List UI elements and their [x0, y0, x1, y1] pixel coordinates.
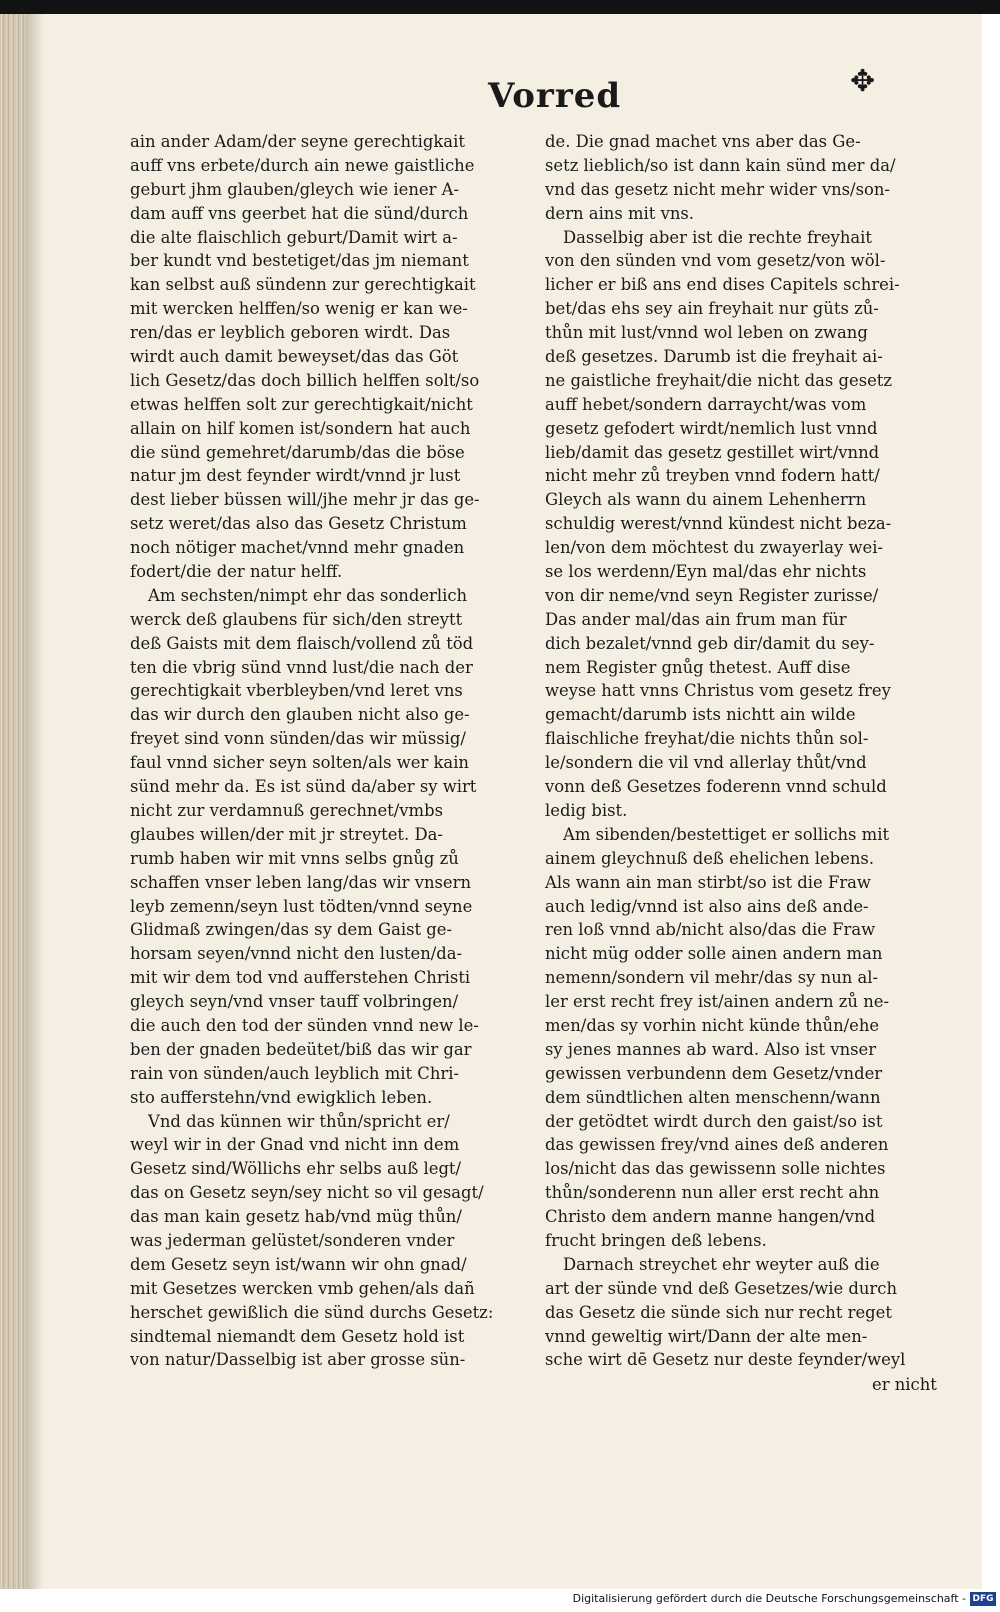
- text-line: vnnd geweltig wirt/Dann der alte men-: [545, 1326, 868, 1346]
- text-line: le/sondern die vil vnd allerlay thůt/vnd: [545, 753, 867, 773]
- text-line: dem sündtlichen alten menschenn/wann: [545, 1087, 881, 1107]
- text-line: licher er biß ans end dises Capitels schrei-: [545, 275, 900, 295]
- text-line: auch ledig/vnnd ist also ains deß ande-: [545, 896, 869, 916]
- book-page: [0, 14, 982, 1589]
- text-line: dich bezalet/vnnd geb dir/damit du sey-: [545, 633, 875, 653]
- text-line: das man kain gesetz hab/vnd müg thůn/: [130, 1207, 462, 1227]
- text-line: gleych seyn/vnd vnser tauff volbringen/: [130, 992, 459, 1012]
- text-line: nicht müg odder solle ainen andern man: [545, 944, 883, 964]
- text-line: nicht mehr zů treyben vnnd fodern hatt/: [545, 466, 880, 486]
- text-line: gemacht/darumb ists nichtt ain wilde: [545, 705, 856, 725]
- text-line: ain ander Adam/der seyne gerechtigkait: [130, 132, 465, 151]
- text-line: flaischliche freyhat/die nichts thůn sol-: [545, 729, 869, 749]
- text-line: etwas helffen solt zur gerechtigkait/nicht: [130, 394, 473, 414]
- text-line: von dir neme/vnd seyn Register zurisse/: [545, 585, 879, 605]
- text-line: len/von dem möchtest du zwayerlay wei-: [545, 538, 883, 558]
- text-line: noch nötiger machet/vnnd mehr gnaden: [130, 538, 465, 558]
- text-line: lich Gesetz/das doch billich helffen solt/so: [130, 370, 480, 390]
- funding-note: Digitalisierung gefördert durch die Deutsche Forschungsgemeinschaft -: [572, 1592, 966, 1605]
- text-line: ne gaistliche freyhait/die nicht das gesetz: [545, 370, 893, 390]
- text-line: von den sünden vnd vom gesetz/von wöl-: [545, 251, 886, 271]
- text-line: schaffen vnser leben lang/das wir vnsern: [130, 872, 472, 892]
- text-line: Glidmaß zwingen/das sy dem Gaist ge-: [130, 920, 453, 940]
- text-line: ben der gnaden bedeütet/biß das wir gar: [130, 1039, 472, 1059]
- text-line: die sünd gemehret/darumb/das die böse: [130, 442, 465, 462]
- text-line: faul vnnd sicher seyn solten/als wer kain: [130, 753, 469, 773]
- text-line: Christo dem andern manne hangen/vnd: [545, 1207, 876, 1227]
- text-line: rain von sünden/auch leyblich mit Chri-: [130, 1063, 459, 1083]
- catchword: er nicht: [872, 1375, 937, 1394]
- text-line: sindtemal niemandt dem Gesetz hold ist: [130, 1326, 465, 1346]
- text-line: glaubes willen/der mit jr streytet. Da-: [130, 824, 443, 844]
- text-line: gewissen verbundenn dem Gesetz/vnder: [545, 1063, 883, 1083]
- digitization-footer: [0, 1589, 1000, 1612]
- text-line: die alte flaischlich geburt/Damit wirt a-: [130, 227, 458, 247]
- text-line: auff hebet/sondern darraycht/was vom: [545, 394, 867, 414]
- text-line: Das ander mal/das ain frum man für: [545, 609, 847, 629]
- text-line: gerechtigkait vberbleyben/vnd leret vns: [130, 681, 463, 701]
- text-line: dest lieber büssen will/jhe mehr jr das ge-: [130, 490, 480, 510]
- text-line: das on Gesetz seyn/sey nicht so vil gesagt/: [130, 1183, 484, 1203]
- text-line: allain on hilf komen ist/sondern hat auch: [130, 418, 471, 438]
- text-line: vonn deß Gesetzes foderenn vnnd schuld: [545, 777, 887, 797]
- text-line: frucht bringen deß lebens.: [545, 1230, 767, 1250]
- text-line: nem Register gnůg thetest. Auff dise: [545, 657, 851, 677]
- text-line: Dasselbig aber ist die rechte freyhait: [563, 227, 873, 247]
- text-line: setz weret/das also das Gesetz Christum: [130, 514, 467, 534]
- text-line: se los werdenn/Eyn mal/das ehr nichts: [545, 562, 867, 582]
- text-line: dem Gesetz seyn ist/wann wir ohn gnad/: [130, 1254, 467, 1274]
- text-line: sche wirt dē Gesetz nur deste feynder/weyl: [545, 1350, 906, 1370]
- text-line: von natur/Dasselbig ist aber grosse sün-: [130, 1350, 466, 1370]
- text-line: werck deß glaubens für sich/den streytt: [130, 609, 463, 629]
- text-column-right: [545, 130, 940, 1372]
- dfg-logo: DFG: [970, 1592, 996, 1606]
- running-header: Vorred: [488, 76, 622, 116]
- text-line: thůn mit lust/vnnd wol leben on zwang: [545, 323, 868, 343]
- text-line: nemenn/sondern vil mehr/das sy nun al-: [545, 968, 879, 988]
- text-line: das Gesetz die sünde sich nur recht reget: [545, 1302, 892, 1322]
- text-line: das wir durch den glauben nicht also ge-: [130, 705, 470, 725]
- text-line: Am sibenden/bestettiget er sollichs mit: [563, 824, 890, 844]
- text-line: dern ains mit vns.: [545, 203, 695, 223]
- text-line: geburt jhm glauben/gleych wie iener A-: [130, 179, 460, 199]
- scanner-top-band: [0, 0, 1000, 14]
- text-line: das gewissen frey/vnd aines deß anderen: [545, 1135, 889, 1155]
- text-line: wirdt auch damit beweyset/das das Göt: [130, 347, 459, 367]
- text-line: Darnach streychet ehr weyter auß die: [563, 1254, 880, 1274]
- text-line: ainem gleychnuß deß ehelichen lebens.: [545, 848, 875, 868]
- text-line: ren loß vnnd ab/nicht also/das die Fraw: [545, 920, 876, 940]
- text-line: schuldig werest/vnnd kündest nicht beza-: [545, 514, 892, 534]
- text-line: gesetz gefodert wirdt/nemlich lust vnnd: [545, 418, 878, 438]
- text-line: sto aufferstehn/vnd ewigklich leben.: [130, 1087, 433, 1107]
- text-line: ledig bist.: [545, 800, 628, 820]
- text-line: nicht zur verdamnuß gerechnet/vmbs: [130, 800, 443, 820]
- text-line: men/das sy vorhin nicht künde thůn/ehe: [545, 1015, 880, 1035]
- text-line: ler erst recht frey ist/ainen andern zů ne-: [545, 992, 889, 1012]
- text-line: leyb zemenn/seyn lust tödten/vnnd seyne: [130, 896, 473, 916]
- text-line: der getödtet wirdt durch den gaist/so ist: [545, 1111, 883, 1131]
- page-stack-edge: [0, 14, 26, 1589]
- text-line: bet/das ehs sey ain freyhait nur güts zů-: [545, 299, 879, 319]
- text-line: die auch den tod der sünden vnnd new le-: [130, 1015, 479, 1035]
- text-column-left: [130, 130, 530, 1372]
- text-line: auff vns erbete/durch ain newe gaistliche: [130, 155, 475, 175]
- text-line: horsam seyen/vnnd nicht den lusten/da-: [130, 944, 463, 964]
- text-line: fodert/die der natur helff.: [130, 562, 343, 582]
- text-line: was jederman gelüstet/sonderen vnder: [130, 1230, 455, 1250]
- text-line: weyl wir in der Gnad vnd nicht inn dem: [130, 1135, 460, 1155]
- text-line: deß Gaists mit dem flaisch/vollend zů töd: [130, 633, 474, 653]
- text-line: freyet sind vonn sünden/das wir müssig/: [130, 729, 466, 749]
- text-line: sy jenes mannes ab ward. Also ist vnser: [545, 1039, 877, 1059]
- text-line: mit wercken helffen/so wenig er kan we-: [130, 299, 468, 319]
- text-line: setz lieblich/so ist dann kain sünd mer da/: [545, 155, 896, 175]
- text-line: ren/das er leyblich geboren wirdt. Das: [130, 323, 451, 343]
- text-line: dam auff vns geerbet hat die sünd/durch: [130, 203, 469, 223]
- gutter-shadow: [26, 14, 44, 1589]
- text-line: Am sechsten/nimpt ehr das sonderlich: [148, 585, 468, 605]
- text-line: natur jm dest feynder wirdt/vnnd jr lust: [130, 466, 461, 486]
- text-line: lieb/damit das gesetz gestillet wirt/vnnd: [545, 442, 880, 462]
- text-line: vnd das gesetz nicht mehr wider vns/son-: [545, 179, 890, 199]
- text-line: Vnd das künnen wir thůn/spricht er/: [148, 1111, 450, 1131]
- text-line: Als wann ain man stirbt/so ist die Fraw: [545, 872, 871, 892]
- ornament-icon: ✥: [850, 64, 876, 99]
- text-line: sünd mehr da. Es ist sünd da/aber sy wirt: [130, 777, 477, 797]
- text-line: los/nicht das das gewissenn solle nichtes: [545, 1159, 886, 1179]
- text-line: Gleych als wann du ainem Lehenherrn: [545, 490, 867, 510]
- text-line: Gesetz sind/Wöllichs ehr selbs auß legt/: [130, 1159, 462, 1179]
- text-line: herschet gewißlich die sünd durchs Gesetz:: [130, 1302, 494, 1322]
- text-line: weyse hatt vnns Christus vom gesetz frey: [545, 681, 891, 701]
- text-line: ber kundt vnd bestetiget/das jm niemant: [130, 251, 469, 271]
- text-line: de. Die gnad machet vns aber das Ge-: [545, 132, 861, 151]
- text-line: kan selbst auß sündenn zur gerechtigkait: [130, 275, 476, 295]
- text-line: mit wir dem tod vnd aufferstehen Christi: [130, 968, 471, 988]
- text-line: thůn/sonderenn nun aller erst recht ahn: [545, 1183, 880, 1203]
- text-line: rumb haben wir mit vnns selbs gnůg zů: [130, 848, 459, 868]
- text-line: deß gesetzes. Darumb ist die freyhait ai-: [545, 347, 883, 367]
- text-line: ten die vbrig sünd vnnd lust/die nach der: [130, 657, 473, 677]
- text-line: mit Gesetzes wercken vmb gehen/als dañ: [130, 1278, 475, 1298]
- text-line: art der sünde vnd deß Gesetzes/wie durch: [545, 1278, 897, 1298]
